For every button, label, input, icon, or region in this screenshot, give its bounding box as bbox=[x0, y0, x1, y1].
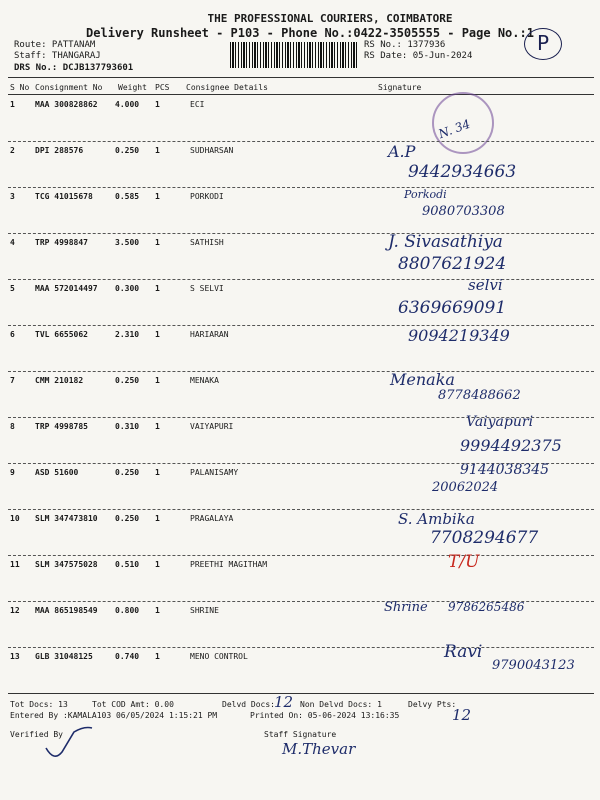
tot-docs: Tot Docs: 13 bbox=[10, 700, 68, 709]
row-signature: 9442934663 bbox=[408, 162, 517, 182]
row-consignment: CMM 210182 bbox=[35, 376, 84, 385]
row-pcs: 1 bbox=[155, 468, 160, 477]
row-consignment: ASD 51600 bbox=[35, 468, 79, 477]
row-signature: Vaiyapuri bbox=[466, 414, 534, 430]
row-divider bbox=[8, 509, 594, 510]
row-consignment: GLB 31048125 bbox=[35, 652, 93, 661]
row-signature: 7708294677 bbox=[430, 528, 539, 548]
row-consignment: SLM 347575028 bbox=[35, 560, 98, 569]
table-row bbox=[0, 414, 600, 466]
row-divider bbox=[8, 279, 594, 280]
row-consignment: TRP 4998785 bbox=[35, 422, 88, 431]
row-signature: S. Ambika bbox=[398, 510, 475, 528]
row-signature: J. Sivasathiya bbox=[388, 232, 503, 252]
row-pcs: 1 bbox=[155, 376, 160, 385]
row-consignee: SATHISH bbox=[190, 238, 224, 247]
row-pcs: 1 bbox=[155, 284, 160, 293]
row-pcs: 1 bbox=[155, 560, 160, 569]
table-row bbox=[0, 188, 600, 236]
col-consignee: Consignee Details bbox=[186, 83, 268, 92]
row-sno: 4 bbox=[10, 238, 15, 247]
row-sno: 8 bbox=[10, 422, 15, 431]
row-sno: 11 bbox=[10, 560, 20, 569]
table-row bbox=[0, 642, 600, 696]
row-pcs: 1 bbox=[155, 238, 160, 247]
row-weight: 0.585 bbox=[115, 192, 140, 201]
row-weight: 3.500 bbox=[115, 238, 140, 247]
row-consignment: MAA 300828862 bbox=[35, 100, 98, 109]
table-row bbox=[0, 510, 600, 558]
row-consignee: SUDHARSAN bbox=[190, 146, 234, 155]
row-consignee: S SELVI bbox=[190, 284, 224, 293]
row-signature: 9094219349 bbox=[408, 326, 510, 345]
row-pcs: 1 bbox=[155, 100, 160, 109]
row-divider bbox=[8, 141, 594, 142]
row-consignment: TVL 6655062 bbox=[35, 330, 88, 339]
row-weight: 0.510 bbox=[115, 560, 140, 569]
row-sno: 2 bbox=[10, 146, 15, 155]
delvy-pts: Delvy Pts: bbox=[408, 700, 457, 709]
col-signature: Signature bbox=[378, 83, 422, 92]
row-signature: 8807621924 bbox=[398, 254, 507, 274]
header-rule-bottom bbox=[8, 94, 594, 95]
row-pcs: 1 bbox=[155, 652, 160, 661]
verified-signature-mark bbox=[44, 722, 104, 762]
row-signature: Menaka bbox=[390, 370, 455, 389]
row-sno: 5 bbox=[10, 284, 15, 293]
row-weight: 0.250 bbox=[115, 376, 140, 385]
row-consignment: TRP 4998847 bbox=[35, 238, 88, 247]
row-signature: N. 34 bbox=[436, 116, 473, 142]
row-sno: 12 bbox=[10, 606, 20, 615]
non-delvd-docs: Non Delvd Docs: 1 bbox=[300, 700, 382, 709]
col-consignment: Consignment No bbox=[35, 83, 103, 92]
table-row bbox=[0, 142, 600, 190]
row-sno: 1 bbox=[10, 100, 15, 109]
row-consignee: MENO CONTROL bbox=[190, 652, 248, 661]
col-pcs: PCS bbox=[155, 83, 170, 92]
row-sno: 13 bbox=[10, 652, 20, 661]
table-row bbox=[0, 552, 600, 604]
header-rule-top bbox=[8, 77, 594, 78]
table-row bbox=[0, 462, 600, 512]
row-signature: 9790043123 bbox=[492, 658, 575, 673]
row-consignee: PALANISAMY bbox=[190, 468, 239, 477]
row-pcs: 1 bbox=[155, 514, 160, 523]
row-divider bbox=[8, 555, 594, 556]
barcode bbox=[230, 42, 358, 68]
row-sno: 9 bbox=[10, 468, 15, 477]
row-sno: 6 bbox=[10, 330, 15, 339]
row-divider bbox=[8, 647, 594, 648]
delvy-pts-value: 12 bbox=[452, 706, 472, 724]
row-consignee: MENAKA bbox=[190, 376, 219, 385]
row-signature: Porkodi bbox=[404, 188, 447, 201]
row-signature: 9144038345 bbox=[460, 462, 550, 478]
row-consignee: SHRINE bbox=[190, 606, 219, 615]
row-pcs: 1 bbox=[155, 146, 160, 155]
row-consignment: MAA 572014497 bbox=[35, 284, 98, 293]
row-consignment: DPI 288576 bbox=[35, 146, 84, 155]
delvd-docs-value: 12 bbox=[274, 693, 294, 711]
runsheet-subtitle: Delivery Runsheet - P103 - Phone No.:0422-3505555 - Page No.:1 bbox=[86, 26, 534, 40]
drs-label: DRS No.: DCJB137793601 bbox=[14, 63, 134, 73]
row-divider bbox=[8, 187, 594, 188]
row-signature: 9994492375 bbox=[460, 436, 562, 455]
row-consignee: VAIYAPURI bbox=[190, 422, 234, 431]
delvd-docs: Delvd Docs: bbox=[222, 700, 275, 709]
row-divider bbox=[8, 371, 594, 372]
printed-on: Printed On: 05-06-2024 13:16:35 bbox=[250, 711, 400, 720]
row-consignment: SLM 347473810 bbox=[35, 514, 98, 523]
table-row bbox=[0, 276, 600, 328]
tot-cod: Tot COD Amt: 0.00 bbox=[92, 700, 174, 709]
row-signature: selvi bbox=[468, 276, 503, 294]
row-signature: Shrine bbox=[384, 600, 428, 615]
row-signature: 9786265486 bbox=[448, 600, 525, 614]
row-consignee: PORKODI bbox=[190, 192, 224, 201]
row-pcs: 1 bbox=[155, 330, 160, 339]
row-signature: Ravi bbox=[444, 642, 483, 662]
row-sno: 10 bbox=[10, 514, 20, 523]
row-signature: A.P bbox=[388, 142, 416, 161]
row-weight: 0.250 bbox=[115, 514, 140, 523]
table-row bbox=[0, 600, 600, 650]
row-consignee: PRAGALAYA bbox=[190, 514, 234, 523]
row-pcs: 1 bbox=[155, 192, 160, 201]
company-title: THE PROFESSIONAL COURIERS, COIMBATORE bbox=[207, 12, 453, 25]
row-signature: T/U bbox=[448, 552, 480, 572]
row-weight: 0.300 bbox=[115, 284, 140, 293]
row-consignee: ECI bbox=[190, 100, 205, 109]
staff-signature: M.Thevar bbox=[282, 740, 356, 758]
row-consignee: PREETHI MAGITHAM bbox=[190, 560, 268, 569]
row-weight: 0.310 bbox=[115, 422, 140, 431]
row-signature: 20062024 bbox=[432, 480, 499, 495]
col-sno: S No bbox=[10, 83, 30, 92]
row-weight: 2.310 bbox=[115, 330, 140, 339]
route-label: Route: PATTANAM bbox=[14, 40, 96, 50]
row-consignee: HARIARAN bbox=[190, 330, 229, 339]
table-row bbox=[0, 326, 600, 374]
row-pcs: 1 bbox=[155, 606, 160, 615]
row-pcs: 1 bbox=[155, 422, 160, 431]
row-sno: 3 bbox=[10, 192, 15, 201]
verified-by: Verified By bbox=[10, 730, 63, 739]
row-sno: 7 bbox=[10, 376, 15, 385]
row-weight: 0.800 bbox=[115, 606, 140, 615]
row-weight: 0.250 bbox=[115, 468, 140, 477]
p-stamp: P bbox=[524, 28, 562, 60]
row-weight: 0.740 bbox=[115, 652, 140, 661]
table-row bbox=[0, 232, 600, 282]
row-signature: 6369669091 bbox=[398, 298, 507, 318]
row-divider bbox=[8, 233, 594, 234]
row-consignment: MAA 865198549 bbox=[35, 606, 98, 615]
rs-number: RS No.: 1377936 bbox=[364, 40, 446, 50]
row-weight: 0.250 bbox=[115, 146, 140, 155]
row-signature: 9080703308 bbox=[422, 204, 505, 219]
footer-rule bbox=[8, 693, 594, 694]
col-weight: Weight bbox=[118, 83, 147, 92]
entered-by: Entered By :KAMALA103 06/05/2024 1:15:21 PM bbox=[10, 711, 218, 720]
row-weight: 4.000 bbox=[115, 100, 140, 109]
row-signature: 8778488662 bbox=[438, 388, 521, 403]
row-consignment: TCG 41015678 bbox=[35, 192, 93, 201]
staff-signature-label: Staff Signature bbox=[264, 730, 337, 739]
rs-date: RS Date: 05-Jun-2024 bbox=[364, 51, 473, 61]
staff-label: Staff: THANGARAJ bbox=[14, 51, 101, 61]
table-row bbox=[0, 100, 600, 144]
